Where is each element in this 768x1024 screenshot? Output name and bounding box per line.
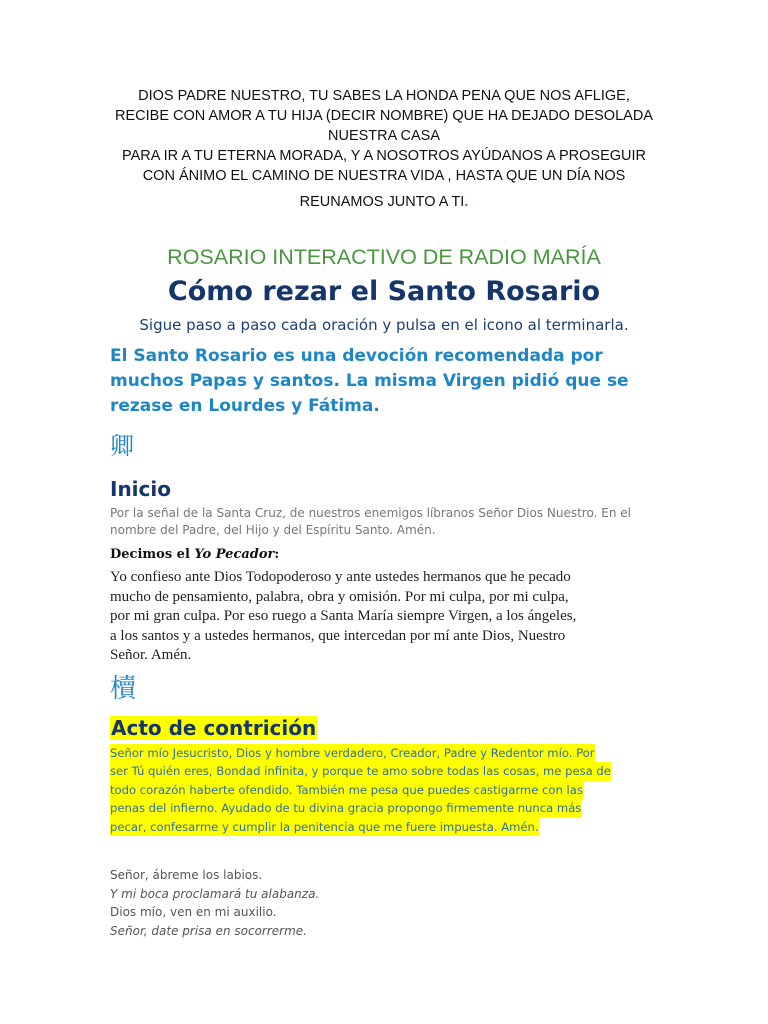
response-line: Y mi boca proclamará tu alabanza. bbox=[110, 886, 320, 901]
prayer-line: RECIBE CON AMOR A TU HIJA (DECIR NOMBRE) QUE HA DEJADO DESOLADA bbox=[115, 108, 653, 124]
acto-line: Señor mío Jesucristo, Dios y hombre verdadero, Creador, Padre y Redentor mío. Por bbox=[110, 744, 595, 762]
intro-line: rezase en Lourdes y Fátima. bbox=[110, 396, 380, 416]
response-line: Señor, date prisa en socorrerme. bbox=[110, 923, 307, 938]
opening-prayer bbox=[90, 86, 678, 212]
acto-prayer-text bbox=[110, 744, 670, 836]
prayer-line: PARA IR A TU ETERNA MORADA, Y A NOSOTROS AYÚDANOS A PROSEGUIR bbox=[121, 148, 647, 164]
yo-pecador-line: Yo confieso ante Dios Todopoderoso y ante ustedes hermanos que he pecado bbox=[110, 569, 571, 585]
inicio-heading: Inicio bbox=[110, 477, 171, 501]
acto-heading: Acto de contrición bbox=[111, 716, 317, 740]
versicle-line: Señor, ábreme los labios. bbox=[110, 868, 263, 882]
acto-line: pecar, confesarme y cumplir la penitencia que me fuere impuesta. Amén. bbox=[110, 818, 539, 836]
page-title: Cómo rezar el Santo Rosario bbox=[167, 276, 601, 307]
acto-line: todo corazón haberte ofendido. También me pesa que puedes castigarme con las bbox=[110, 781, 583, 799]
prayer-line: DIOS PADRE NUESTRO, TU SABES LA HONDA PENA QUE NOS AFLIGE, bbox=[138, 88, 630, 104]
acto-line: penas del infierno. Ayudado de tu divina gracia propongo firmemente nunca más bbox=[110, 799, 581, 817]
page-subtitle: Sigue paso a paso cada oración y pulsa en el icono al terminarla. bbox=[139, 316, 629, 334]
inicio-prayer-text bbox=[110, 505, 670, 539]
intro-line: El Santo Rosario es una devoción recomendada por bbox=[110, 346, 603, 366]
section-subheading: ROSARIO INTERACTIVO DE RADIO MARÍA bbox=[167, 245, 601, 269]
prayer-end-mark: . bbox=[464, 194, 469, 210]
yo-pecador-line: a los santos y a ustedes hermanos, que intercedan por mí ante Dios, Nuestro bbox=[110, 627, 566, 644]
yo-pecador-suffix: : bbox=[274, 547, 280, 562]
prayer-line: CON ÁNIMO EL CAMINO DE NUESTRA VIDA , HASTA QUE UN DÍA NOS bbox=[142, 168, 626, 184]
versicles bbox=[110, 866, 670, 940]
yo-pecador-text bbox=[110, 568, 670, 666]
prayer-line: NUESTRA CASA bbox=[328, 128, 440, 144]
versicle-line: Dios mío, ven en mi auxilio. bbox=[110, 905, 277, 919]
acto-step-icon[interactable]: 櫝 bbox=[110, 674, 137, 704]
inicio-line: Por la señal de la Santa Cruz, de nuestros enemigos líbranos Señor Dios Nuestro. En el bbox=[110, 506, 631, 520]
inicio-step-icon[interactable]: 卿 bbox=[110, 432, 134, 460]
prayer-last-line bbox=[90, 192, 678, 212]
intro-line: muchos Papas y santos. La misma Virgen pidió que se bbox=[110, 371, 629, 391]
yo-pecador-prefix: Decimos el bbox=[110, 547, 195, 562]
yo-pecador-line: mucho de pensamiento, palabra, obra y omisión. Por mi culpa, por mi culpa, bbox=[110, 588, 569, 605]
yo-pecador-line: por mi gran culpa. Por eso ruego a Santa María siempre Virgen, a los ángeles, bbox=[110, 608, 577, 624]
prayer-line: REUNAMOS JUNTO A TI bbox=[299, 194, 465, 210]
yo-pecador-line: Señor. Amén. bbox=[110, 647, 192, 663]
inicio-line: nombre del Padre, del Hijo y del Espíritu Santo. Amén. bbox=[110, 523, 436, 537]
acto-line: ser Tú quién eres, Bondad infinita, y porque te amo sobre todas las cosas, me pesa de bbox=[110, 762, 611, 780]
yo-pecador-name: Yo Pecador bbox=[194, 547, 275, 562]
yo-pecador-label bbox=[110, 547, 279, 562]
intro-paragraph bbox=[110, 344, 670, 419]
